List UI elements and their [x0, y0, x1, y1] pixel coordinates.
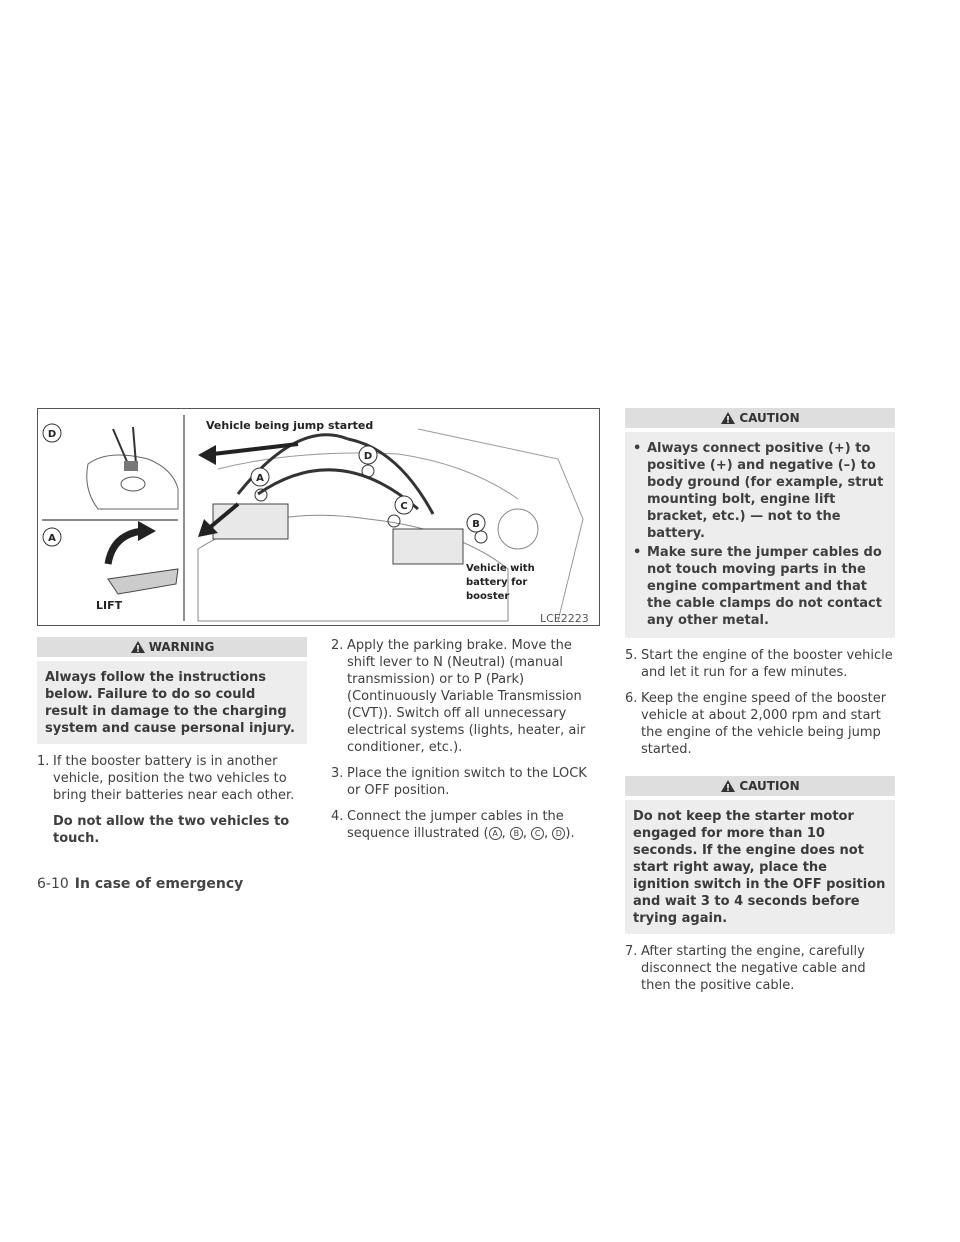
caution-header-1	[625, 408, 895, 428]
step-6	[625, 690, 895, 758]
step-text: Apply the parking brake. Move the shift lever to N (Neutral) (manual transmission) or to P (Park) (Continuously Variable Transmission (CVT)). Switch off all unnecessary electrical systems (lights, heater, air conditioner, etc.).	[347, 638, 586, 755]
section-title: In case of emergency	[74, 876, 244, 892]
warning-header	[37, 637, 307, 657]
label-b: B	[472, 519, 480, 530]
jump-start-illustration	[37, 408, 600, 626]
page-footer	[37, 876, 243, 892]
warning-icon	[130, 640, 146, 654]
step-text: After starting the engine, carefully disconnect the negative cable and then the positive cable.	[641, 944, 866, 993]
step-number: 6.	[625, 691, 638, 706]
step-text: Keep the engine speed of the booster vehicle at about 2,000 rpm and start the engine of the vehicle being jump started.	[641, 691, 887, 757]
step-number: 5.	[625, 648, 638, 663]
label-d-inset: D	[47, 429, 57, 440]
caution-bullet-1: • Always connect positive (+) to positive (+) and negative (–) to body ground (for example, strut mounting bolt, engine lift bracket, etc.) — not to the battery.	[633, 441, 884, 541]
step-2	[331, 637, 601, 756]
step-text: If the booster battery is in another vehicle, position the two vehicles to bring their batteries near each other.	[53, 754, 295, 803]
step-4-post: ).	[565, 826, 575, 841]
marker-b: B	[510, 827, 523, 840]
label-booster-1: Vehicle with	[466, 563, 535, 574]
caution-box-1	[625, 432, 895, 638]
step-text: Start the engine of the booster vehicle and let it run for a few minutes.	[641, 648, 893, 680]
caution-title-1: CAUTION	[739, 410, 800, 425]
step-number: 4.	[331, 809, 344, 824]
column-1	[37, 637, 307, 847]
label-lift: LIFT	[96, 599, 123, 612]
column-3	[625, 408, 895, 994]
marker-a: A	[489, 827, 502, 840]
step-5	[625, 647, 895, 681]
caution-icon	[720, 779, 736, 793]
step-text: Place the ignition switch to the LOCK or OFF position.	[347, 766, 587, 798]
step-4-pre: Connect the jumper cables in the sequence illustrated (	[347, 809, 564, 841]
step-number: 7.	[625, 944, 638, 959]
label-d: D	[363, 451, 373, 462]
caution-header-2	[625, 776, 895, 796]
column-2	[331, 637, 601, 842]
label-a: A	[256, 473, 264, 484]
step-text: Connect the jumper cables in the sequence illustrated ( A , B , C , D ).	[347, 809, 575, 841]
step-7	[625, 943, 895, 994]
step-1-note: Do not allow the two vehicles to touch.	[53, 814, 290, 846]
label-a-inset: A	[48, 533, 56, 544]
page-number: 6-10	[37, 876, 69, 892]
label-vehicle-being-jump-started: Vehicle being jump started	[206, 419, 374, 432]
marker-c: C	[531, 827, 544, 840]
label-booster-2: battery for	[466, 577, 528, 588]
step-4	[331, 808, 601, 842]
label-c: C	[400, 501, 408, 512]
label-booster-3: booster	[466, 591, 510, 602]
warning-text: Always follow the instructions below. Failure to do so could result in damage to the charging system and cause personal injury.	[37, 661, 307, 744]
caution-text-2: Do not keep the starter motor engaged for more than 10 seconds. If the engine does not start right away, place the ignition switch in the OFF position and wait 3 to 4 seconds before trying again.	[625, 800, 895, 934]
caution-icon	[720, 411, 736, 425]
caution-bullet-2: • Make sure the jumper cables do not touch moving parts in the engine compartment and that the cable clamps do not contact any other metal.	[633, 545, 882, 628]
caution-title-2: CAUTION	[739, 778, 800, 793]
step-number: 3.	[331, 766, 344, 781]
step-number: 1.	[37, 754, 50, 769]
warning-title: WARNING	[148, 639, 215, 654]
step-number: 2.	[331, 638, 344, 653]
step-3	[331, 765, 601, 799]
marker-d: D	[552, 827, 565, 840]
jump-start-diagram	[38, 409, 600, 626]
step-1	[37, 753, 307, 804]
figure-code: LCE2223	[540, 612, 589, 625]
